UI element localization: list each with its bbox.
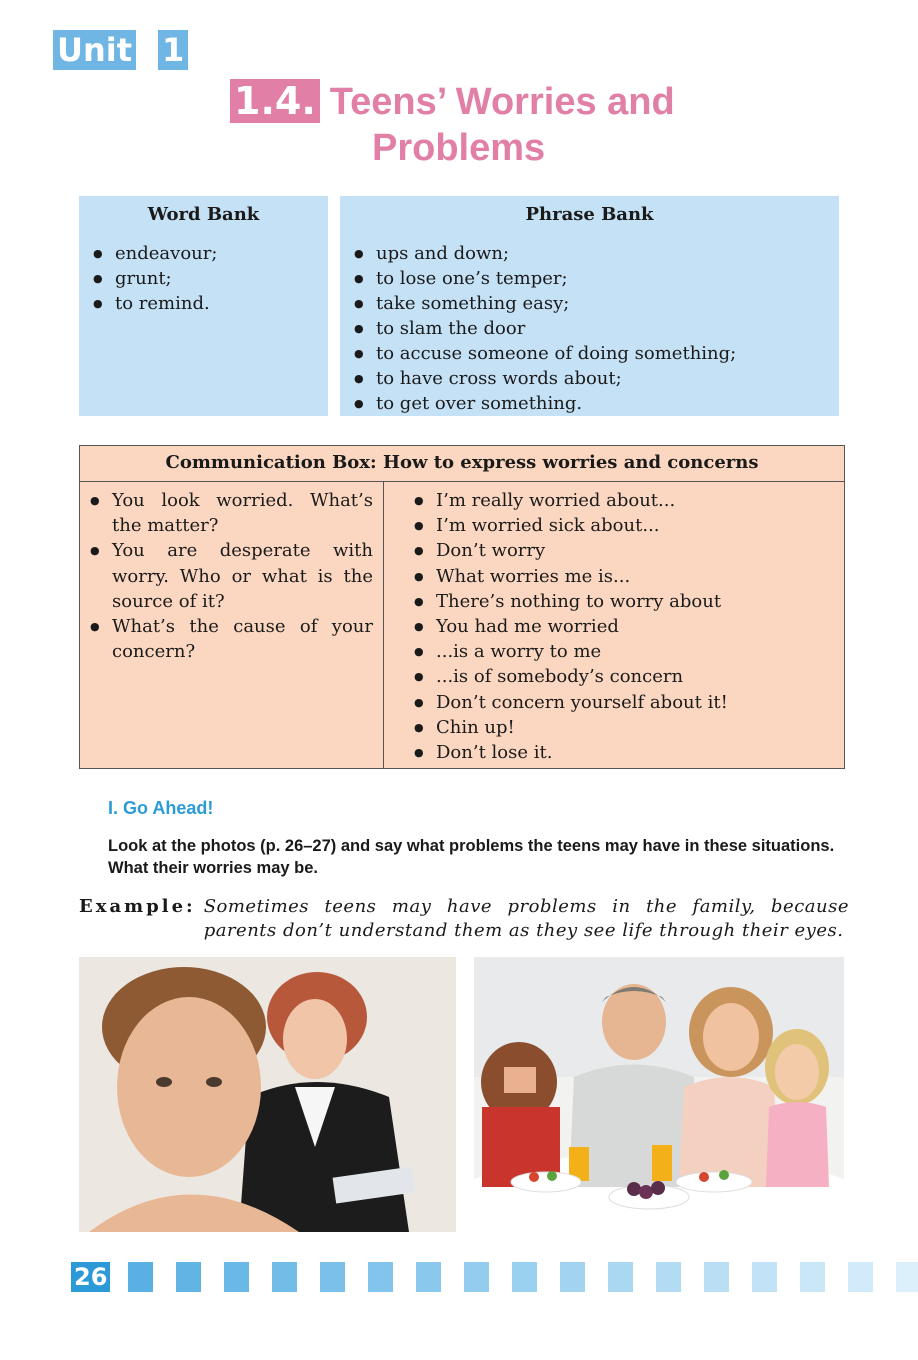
- example-text: Sometimes teens may have problems in the family, because parents don’t understand them as they see life through their eyes.: [203, 896, 849, 941]
- word-bank-title: Word Bank: [147, 204, 260, 225]
- page-footer: [71, 1262, 918, 1292]
- list-item: ● You are desperate with worry. Who or what is the source of it?: [90, 538, 373, 614]
- list-item: ● You had me worried: [414, 614, 834, 639]
- list-item: ● to lose one’s temper;: [354, 266, 825, 291]
- photo-family-at-table: [474, 957, 844, 1232]
- section-heading: I. Go Ahead!: [108, 798, 214, 818]
- list-item: ● take something easy;: [354, 291, 825, 316]
- decorative-square: [704, 1262, 729, 1292]
- list-item: ● I’m really worried about...: [414, 488, 834, 513]
- list-item: ● to accuse someone of doing something;: [354, 341, 825, 366]
- list-item: ● endeavour;: [93, 241, 314, 266]
- list-item: ● There’s nothing to worry about: [414, 589, 834, 614]
- lesson-title-line2: Problems: [372, 127, 546, 169]
- phrase-bank-title: Phrase Bank: [525, 204, 654, 225]
- decorative-square: [176, 1262, 201, 1292]
- decorative-square: [416, 1262, 441, 1292]
- decorative-square: [608, 1262, 633, 1292]
- list-item: ● I’m worried sick about...: [414, 513, 834, 538]
- decorative-square: [752, 1262, 777, 1292]
- phrase-bank-list: [354, 241, 825, 416]
- list-item: ● Chin up!: [414, 715, 834, 740]
- task-instructions: Look at the photos (p. 26–27) and say what problems the teens may have in these situations. What their worries may be.: [108, 837, 835, 877]
- photo-teen-with-teacher: [79, 957, 456, 1232]
- decorative-square: [560, 1262, 585, 1292]
- decorative-square: [128, 1262, 153, 1292]
- communication-box-columns: [80, 482, 844, 769]
- decorative-square: [368, 1262, 393, 1292]
- list-item: ● Don’t worry: [414, 538, 834, 563]
- communication-left-column: [80, 482, 384, 769]
- unit-badge: [53, 30, 188, 70]
- lesson-title: [230, 78, 790, 171]
- decorative-square: [848, 1262, 873, 1292]
- lesson-number: 1.4.: [230, 79, 320, 123]
- unit-label: Unit: [53, 30, 136, 70]
- page-number: 26: [71, 1262, 110, 1292]
- list-item: ● Don’t concern yourself about it!: [414, 690, 834, 715]
- list-item: ● ...is of somebody’s concern: [414, 664, 834, 689]
- decorative-square: [464, 1262, 489, 1292]
- list-item: ● to have cross words about;: [354, 366, 825, 391]
- list-item: ● You look worried. What’s the matter?: [90, 488, 373, 538]
- example: [79, 895, 849, 943]
- decorative-square: [272, 1262, 297, 1292]
- communication-box: [79, 445, 845, 769]
- decorative-square: [320, 1262, 345, 1292]
- decorative-square: [224, 1262, 249, 1292]
- decorative-square: [800, 1262, 825, 1292]
- list-item: ● grunt;: [93, 266, 314, 291]
- list-item: ● What’s the cause of your concern?: [90, 614, 373, 664]
- unit-number: 1: [158, 30, 188, 70]
- example-label: Example:: [79, 896, 196, 917]
- phrase-bank: [340, 196, 839, 416]
- decorative-square: [656, 1262, 681, 1292]
- list-item: ● ...is a worry to me: [414, 639, 834, 664]
- word-bank: [79, 196, 328, 416]
- decorative-square: [896, 1262, 918, 1292]
- lesson-title-line1: Teens’ Worries and: [329, 81, 675, 123]
- teen-with-teacher-illustration: [79, 957, 456, 1232]
- family-at-table-illustration: [474, 957, 844, 1232]
- list-item: ● to get over something.: [354, 391, 825, 416]
- decorative-square-strip: [128, 1262, 918, 1292]
- decorative-square: [512, 1262, 537, 1292]
- list-item: ● to remind.: [93, 291, 314, 316]
- communication-box-title: Communication Box: How to express worries and concerns: [80, 446, 844, 482]
- list-item: ● What worries me is...: [414, 564, 834, 589]
- list-item: ● Don’t lose it.: [414, 740, 834, 765]
- list-item: ● to slam the door: [354, 316, 825, 341]
- communication-right-column: [384, 482, 844, 769]
- word-bank-list: [93, 241, 314, 316]
- list-item: ● ups and down;: [354, 241, 825, 266]
